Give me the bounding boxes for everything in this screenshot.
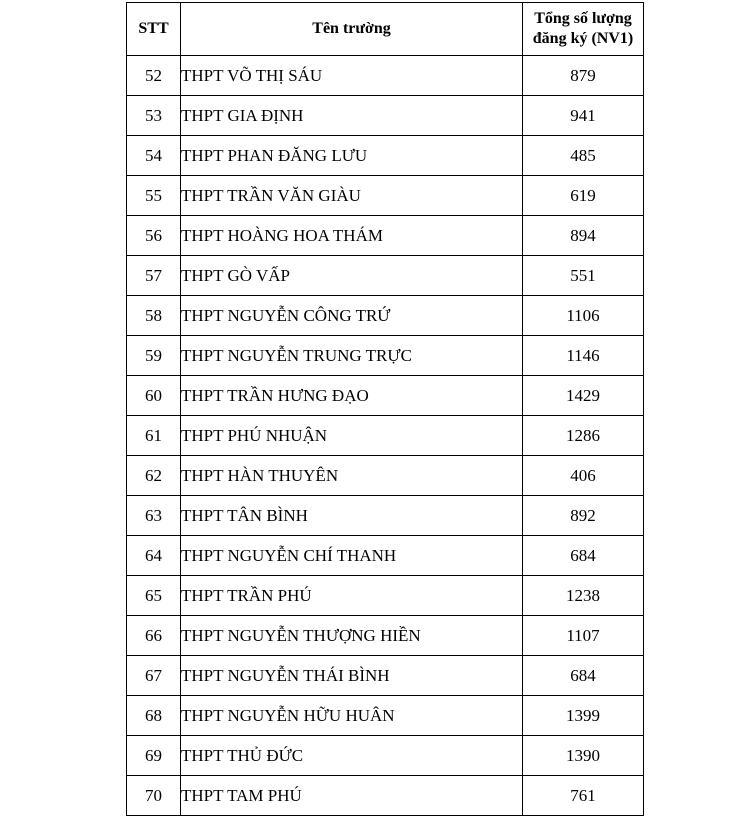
header-count-line2: đăng ký (NV1) bbox=[532, 30, 634, 47]
row-school-name: THPT NGUYỄN THƯỢNG HIỀN bbox=[181, 616, 523, 656]
header-school-name: Tên trường bbox=[181, 3, 523, 56]
table-row bbox=[127, 216, 644, 256]
header-row bbox=[127, 3, 644, 56]
row-school-name: THPT TRẦN PHÚ bbox=[181, 576, 523, 616]
row-stt: 66 bbox=[127, 616, 181, 656]
table-row bbox=[127, 776, 644, 816]
row-school-name: THPT NGUYỄN HỮU HUÂN bbox=[181, 696, 523, 736]
row-stt: 62 bbox=[127, 456, 181, 496]
table-row bbox=[127, 496, 644, 536]
row-registration-count: 761 bbox=[523, 776, 644, 816]
row-stt: 56 bbox=[127, 216, 181, 256]
table-body bbox=[127, 56, 644, 816]
row-school-name: THPT NGUYỄN CHÍ THANH bbox=[181, 536, 523, 576]
row-school-name: THPT TÂN BÌNH bbox=[181, 496, 523, 536]
row-stt: 55 bbox=[127, 176, 181, 216]
table-row bbox=[127, 416, 644, 456]
table-row bbox=[127, 136, 644, 176]
row-registration-count: 1238 bbox=[523, 576, 644, 616]
row-school-name: THPT TAM PHÚ bbox=[181, 776, 523, 816]
row-school-name: THPT HOÀNG HOA THÁM bbox=[181, 216, 523, 256]
row-registration-count: 1429 bbox=[523, 376, 644, 416]
table-row bbox=[127, 96, 644, 136]
row-stt: 53 bbox=[127, 96, 181, 136]
row-stt: 70 bbox=[127, 776, 181, 816]
table-row bbox=[127, 256, 644, 296]
row-registration-count: 1390 bbox=[523, 736, 644, 776]
row-school-name: THPT GIA ĐỊNH bbox=[181, 96, 523, 136]
registration-table bbox=[126, 2, 644, 816]
row-registration-count: 1107 bbox=[523, 616, 644, 656]
row-school-name: THPT VÕ THỊ SÁU bbox=[181, 56, 523, 96]
row-registration-count: 485 bbox=[523, 136, 644, 176]
row-registration-count: 619 bbox=[523, 176, 644, 216]
row-registration-count: 1286 bbox=[523, 416, 644, 456]
row-stt: 52 bbox=[127, 56, 181, 96]
row-school-name: THPT GÒ VẤP bbox=[181, 256, 523, 296]
table-row bbox=[127, 536, 644, 576]
table-row bbox=[127, 456, 644, 496]
row-stt: 64 bbox=[127, 536, 181, 576]
row-registration-count: 892 bbox=[523, 496, 644, 536]
row-stt: 60 bbox=[127, 376, 181, 416]
row-school-name: THPT TRẦN VĂN GIÀU bbox=[181, 176, 523, 216]
table-row bbox=[127, 576, 644, 616]
row-school-name: THPT THỦ ĐỨC bbox=[181, 736, 523, 776]
row-registration-count: 406 bbox=[523, 456, 644, 496]
row-registration-count: 1146 bbox=[523, 336, 644, 376]
row-school-name: THPT HÀN THUYÊN bbox=[181, 456, 523, 496]
row-registration-count: 1399 bbox=[523, 696, 644, 736]
row-stt: 63 bbox=[127, 496, 181, 536]
table-row bbox=[127, 336, 644, 376]
table-row bbox=[127, 176, 644, 216]
table-row bbox=[127, 376, 644, 416]
header-stt: STT bbox=[127, 3, 181, 56]
row-stt: 59 bbox=[127, 336, 181, 376]
row-registration-count: 684 bbox=[523, 536, 644, 576]
row-stt: 67 bbox=[127, 656, 181, 696]
row-school-name: THPT NGUYỄN THÁI BÌNH bbox=[181, 656, 523, 696]
table-row bbox=[127, 696, 644, 736]
table-row bbox=[127, 656, 644, 696]
row-stt: 58 bbox=[127, 296, 181, 336]
row-stt: 68 bbox=[127, 696, 181, 736]
header-registration-count bbox=[523, 3, 644, 56]
row-registration-count: 894 bbox=[523, 216, 644, 256]
row-registration-count: 941 bbox=[523, 96, 644, 136]
row-stt: 65 bbox=[127, 576, 181, 616]
row-school-name: THPT NGUYỄN CÔNG TRỨ bbox=[181, 296, 523, 336]
header-count-line1: Tổng số lượng bbox=[534, 10, 632, 27]
row-school-name: THPT PHAN ĐĂNG LƯU bbox=[181, 136, 523, 176]
row-stt: 61 bbox=[127, 416, 181, 456]
table-row bbox=[127, 56, 644, 96]
row-stt: 57 bbox=[127, 256, 181, 296]
row-stt: 69 bbox=[127, 736, 181, 776]
row-school-name: THPT NGUYỄN TRUNG TRỰC bbox=[181, 336, 523, 376]
row-stt: 54 bbox=[127, 136, 181, 176]
row-school-name: THPT TRẦN HƯNG ĐẠO bbox=[181, 376, 523, 416]
table-header bbox=[127, 3, 644, 56]
table-row bbox=[127, 736, 644, 776]
table-row bbox=[127, 616, 644, 656]
row-registration-count: 551 bbox=[523, 256, 644, 296]
row-school-name: THPT PHÚ NHUẬN bbox=[181, 416, 523, 456]
table-row bbox=[127, 296, 644, 336]
row-registration-count: 684 bbox=[523, 656, 644, 696]
row-registration-count: 879 bbox=[523, 56, 644, 96]
row-registration-count: 1106 bbox=[523, 296, 644, 336]
